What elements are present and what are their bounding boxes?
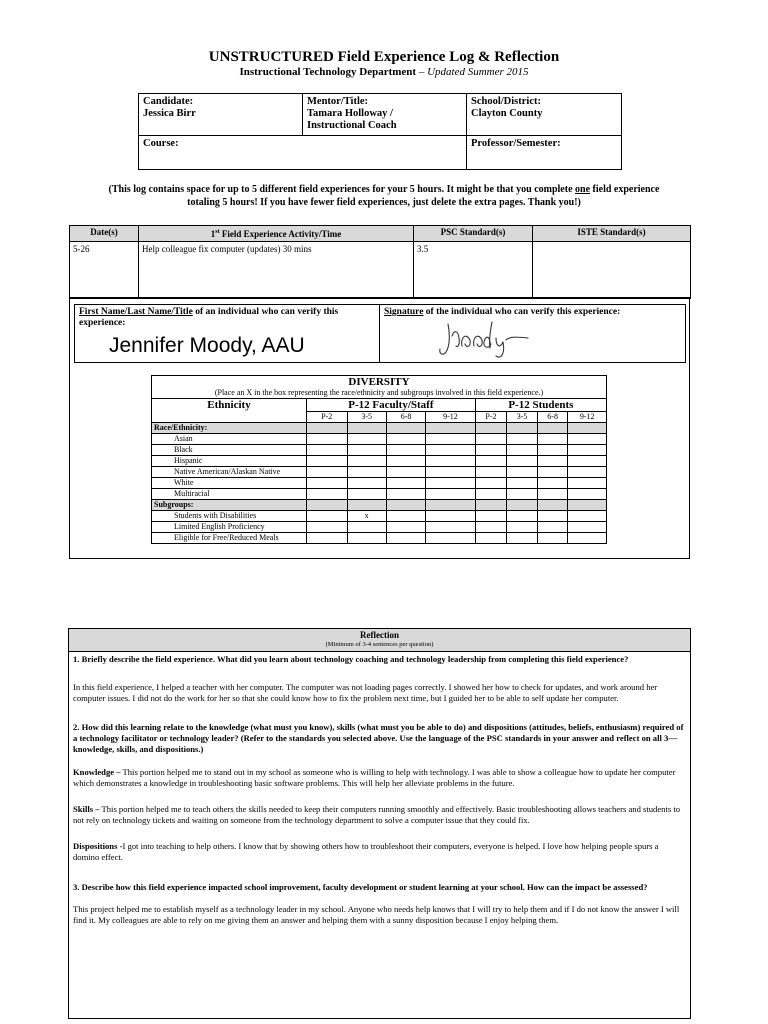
note-text-2: field experience totaling 5 hours! If you have fewer field experiences, just delete the extra pages. Thank you!) <box>187 184 660 208</box>
checkbox-cell[interactable] <box>307 511 348 522</box>
checkbox-cell[interactable] <box>537 456 568 467</box>
checkbox-cell[interactable] <box>426 467 476 478</box>
checkbox-cell[interactable] <box>568 533 607 544</box>
checkbox-cell[interactable] <box>386 456 425 467</box>
note-text-1: (This log contains space for up to 5 different field experiences for your 5 hours. It might be that you complete <box>108 184 576 195</box>
checkbox-cell[interactable] <box>475 511 506 522</box>
verifier-name-label-rest: of an individual who can verify this experience: <box>79 307 339 328</box>
course-cell <box>139 136 467 170</box>
diversity-subtitle: (Place an X in the box representing the race/ethnicity and subgroups involved in this field experience.) <box>214 388 544 397</box>
grade-faculty-3-5: 3-5 <box>347 412 386 423</box>
checkbox-cell[interactable] <box>426 445 476 456</box>
checkbox-cell[interactable] <box>475 478 506 489</box>
race-row-asian <box>152 434 607 445</box>
col-activity-text: Field Experience Activity/Time <box>219 229 342 239</box>
verifier-name-label <box>79 307 375 329</box>
checkbox-cell[interactable] <box>507 522 538 533</box>
checkbox-cell[interactable] <box>307 478 348 489</box>
verification-table <box>74 304 686 363</box>
checkbox-cell[interactable] <box>537 522 568 533</box>
checkbox-cell-marked[interactable]: x <box>347 511 386 522</box>
checkbox-cell[interactable] <box>307 434 348 445</box>
handwritten-signature <box>434 316 554 358</box>
checkbox-cell[interactable] <box>475 434 506 445</box>
checkbox-cell[interactable] <box>507 489 538 500</box>
checkbox-cell[interactable] <box>475 533 506 544</box>
checkbox-cell[interactable] <box>568 478 607 489</box>
race-label: Multiracial <box>152 489 307 500</box>
race-row-hispanic <box>152 456 607 467</box>
note-underlined: one <box>575 184 591 195</box>
checkbox-cell[interactable] <box>475 456 506 467</box>
knowledge-text: This portion helped me to stand out in my school as someone who is willing to help with technology. I was able to show a colleague how to update her computer which demonstrates a knowledge in troubleshooting basic software problems. This will help her alleviate problems in the future. <box>73 767 676 788</box>
candidate-value: Jessica Birr <box>143 108 196 119</box>
race-row-black <box>152 445 607 456</box>
checkbox-cell[interactable] <box>426 478 476 489</box>
candidate-cell <box>139 94 303 136</box>
verifier-name-label-underlined: First Name/Last Name/Title <box>79 307 193 317</box>
grade-faculty-9-12: 9-12 <box>426 412 476 423</box>
subgroup-label: Students with Disabilities <box>152 511 307 522</box>
checkbox-cell[interactable] <box>507 511 538 522</box>
checkbox-cell[interactable] <box>507 445 538 456</box>
department-name: Instructional Technology Department <box>239 66 417 78</box>
checkbox-cell[interactable] <box>386 467 425 478</box>
professor-cell <box>467 136 622 170</box>
reflection-subtitle: (Minimum of 3-4 sentences per question) <box>325 641 434 648</box>
checkbox-cell[interactable] <box>347 533 386 544</box>
race-label: Hispanic <box>152 456 307 467</box>
question-2: 2. How did this learning relate to the knowledge (what must you know), skills (what must you be able to do) and dispositions (attitudes, beliefs, enthusiasm) required of a technology facilitator or technology leader? (Refer to the standards you selected above. Use the language of the PSC standards in your answer and reflect on all 3—knowledge, skills, and dispositions.) <box>73 722 684 754</box>
checkbox-cell[interactable] <box>307 489 348 500</box>
checkbox-cell[interactable] <box>507 533 538 544</box>
grade-faculty-p2: P-2 <box>307 412 348 423</box>
checkbox-cell[interactable] <box>537 467 568 478</box>
faculty-header: P-12 Faculty/Staff <box>307 399 476 412</box>
checkbox-cell[interactable] <box>347 478 386 489</box>
mentor-value-line2: Instructional Coach <box>307 120 397 131</box>
skills-label: Skills – <box>73 804 100 814</box>
course-label: Course: <box>143 138 179 149</box>
diversity-title: DIVERSITY <box>348 376 410 388</box>
diversity-table <box>151 375 607 544</box>
col-psc: PSC Standard(s) <box>414 226 533 242</box>
col-dates: Date(s) <box>70 226 139 242</box>
dispositions-label: Dispositions - <box>73 841 123 851</box>
page-subtitle <box>0 66 768 78</box>
answer-3: This project helped me to establish myself as a technology leader in my school. Anyone who needs help knows that I will try to help them and if I do not know the answer I will find it. My colleagues are able to rely on me giving them an answer and helping them with a sunny disposition because I enjoy helping them. <box>73 904 680 925</box>
race-label: White <box>152 478 307 489</box>
checkbox-cell[interactable] <box>307 456 348 467</box>
diversity-header <box>152 376 607 399</box>
mentor-cell <box>303 94 467 136</box>
grade-students-6-8: 6-8 <box>537 412 568 423</box>
subgroup-row-lep <box>152 522 607 533</box>
school-cell <box>467 94 622 136</box>
col-activity <box>139 226 414 242</box>
checkbox-cell[interactable] <box>386 522 425 533</box>
reflection-title: Reflection <box>360 630 399 640</box>
answer-knowledge <box>73 767 686 789</box>
checkbox-cell[interactable] <box>426 456 476 467</box>
checkbox-cell[interactable] <box>426 511 476 522</box>
checkbox-cell[interactable] <box>307 522 348 533</box>
school-label: School/District: <box>471 96 541 107</box>
checkbox-cell[interactable] <box>475 522 506 533</box>
race-row-native <box>152 467 607 478</box>
subtitle-dash: – <box>416 66 428 78</box>
checkbox-cell[interactable] <box>475 489 506 500</box>
verifier-name-cell <box>75 305 380 363</box>
signature-label <box>384 307 681 318</box>
subgroup-row-disabilities <box>152 511 607 522</box>
checkbox-cell[interactable] <box>507 456 538 467</box>
mentor-value-line1: Tamara Holloway / <box>307 108 393 119</box>
signature-label-rest: of the individual who can verify this experience: <box>423 307 621 317</box>
grade-students-3-5: 3-5 <box>507 412 538 423</box>
grade-students-p2: P-2 <box>475 412 506 423</box>
checkbox-cell[interactable] <box>347 522 386 533</box>
checkbox-cell[interactable] <box>386 445 425 456</box>
checkbox-cell[interactable] <box>347 456 386 467</box>
knowledge-label: Knowledge – <box>73 767 121 777</box>
checkbox-cell[interactable] <box>537 478 568 489</box>
grade-students-9-12: 9-12 <box>568 412 607 423</box>
professor-label: Professor/Semester: <box>471 138 561 149</box>
candidate-info-table <box>138 93 622 170</box>
checkbox-cell[interactable] <box>537 445 568 456</box>
mentor-label: Mentor/Title: <box>307 96 369 107</box>
checkbox-cell[interactable] <box>537 489 568 500</box>
checkbox-cell[interactable] <box>426 489 476 500</box>
checkbox-cell[interactable] <box>507 434 538 445</box>
subgroups-category-row <box>152 500 607 511</box>
race-label: Asian <box>152 434 307 445</box>
checkbox-cell[interactable] <box>537 434 568 445</box>
reflection-body <box>69 652 690 928</box>
question-3: 3. Describe how this field experience impacted school improvement, faculty development or student learning at your school. How can the impact be assessed? <box>73 882 648 892</box>
subgroup-label: Limited English Proficiency <box>152 522 307 533</box>
race-row-multiracial <box>152 489 607 500</box>
answer-1: In this field experience, I helped a teacher with her computer. The computer was not loading pages correctly. I showed her how to check for updates, and work around her computer issues. I did not do the work for her so that she could know how to fix the problem next time, but I guided her to be able to self update her computer. <box>73 682 658 703</box>
school-value: Clayton County <box>471 108 543 119</box>
log-psc: 3.5 <box>414 242 533 299</box>
answer-skills <box>73 804 686 826</box>
checkbox-cell[interactable] <box>568 434 607 445</box>
checkbox-cell[interactable] <box>386 533 425 544</box>
instructions-note <box>100 183 668 209</box>
checkbox-cell[interactable] <box>386 478 425 489</box>
checkbox-cell[interactable] <box>475 467 506 478</box>
checkbox-cell[interactable] <box>426 522 476 533</box>
checkbox-cell[interactable] <box>386 511 425 522</box>
checkbox-cell[interactable] <box>568 511 607 522</box>
race-row-white <box>152 478 607 489</box>
checkbox-cell[interactable] <box>507 478 538 489</box>
candidate-label: Candidate: <box>143 96 194 107</box>
checkbox-cell[interactable] <box>537 511 568 522</box>
question-1: 1. Briefly describe the field experience. What did you learn about technology coaching and technology leadership from completing this field experience? <box>73 654 629 664</box>
subgroups-category-label: Subgroups: <box>152 500 307 511</box>
checkbox-cell[interactable] <box>568 445 607 456</box>
checkbox-cell[interactable] <box>307 445 348 456</box>
grade-faculty-6-8: 6-8 <box>386 412 425 423</box>
race-label: Native American/Alaskan Native <box>152 467 307 478</box>
answer-dispositions <box>73 841 686 863</box>
reflection-header <box>69 629 690 652</box>
checkbox-cell[interactable] <box>568 467 607 478</box>
checkbox-cell[interactable] <box>347 489 386 500</box>
reflection-section <box>68 628 691 1019</box>
log-activity: Help colleague fix computer (updates) 30 mins <box>139 242 414 299</box>
verifier-name-value: Jennifer Moody, AAU <box>109 334 305 357</box>
skills-text: This portion helped me to teach others the skills needed to keep their computers running smoothly and effectively. Basic troubleshooting allows teachers and students to not rely on technology tickets and waiting on someone from the technology department to solve a computer issue that they could fix. <box>73 804 681 825</box>
checkbox-cell[interactable] <box>568 522 607 533</box>
checkbox-cell[interactable] <box>307 533 348 544</box>
race-category-label: Race/Ethnicity: <box>152 423 307 434</box>
checkbox-cell[interactable] <box>507 467 538 478</box>
dispositions-text: I got into teaching to help others. I know that by showing others how to troubleshoot their computers, everyone is helped. I love how helping people spurs a domino effect. <box>73 841 659 862</box>
signature-label-underlined: Signature <box>384 307 424 317</box>
subgroup-row-free-meals <box>152 533 607 544</box>
field-experience-log-table <box>69 225 691 299</box>
checkbox-cell[interactable] <box>426 533 476 544</box>
race-label: Black <box>152 445 307 456</box>
col-iste: ISTE Standard(s) <box>533 226 691 242</box>
checkbox-cell[interactable] <box>426 434 476 445</box>
checkbox-cell[interactable] <box>386 489 425 500</box>
checkbox-cell[interactable] <box>537 533 568 544</box>
verifier-signature-cell <box>380 305 686 363</box>
subgroup-label: Eligible for Free/Reduced Meals <box>152 533 307 544</box>
col-activity-num: 1 <box>210 229 216 239</box>
updated-date: Updated Summer 2015 <box>427 66 529 78</box>
ethnicity-header: Ethnicity <box>152 399 307 423</box>
students-header: P-12 Students <box>475 399 606 412</box>
checkbox-cell[interactable] <box>347 445 386 456</box>
checkbox-cell[interactable] <box>347 434 386 445</box>
log-date: 5-26 <box>70 242 139 299</box>
log-iste <box>533 242 691 299</box>
checkbox-cell[interactable] <box>386 434 425 445</box>
checkbox-cell[interactable] <box>347 467 386 478</box>
checkbox-cell[interactable] <box>568 456 607 467</box>
race-category-row <box>152 423 607 434</box>
checkbox-cell[interactable] <box>475 445 506 456</box>
checkbox-cell[interactable] <box>568 489 607 500</box>
col-activity-sup: st <box>215 229 220 235</box>
checkbox-cell[interactable] <box>307 467 348 478</box>
page-title: UNSTRUCTURED Field Experience Log & Reflection <box>208 49 560 65</box>
